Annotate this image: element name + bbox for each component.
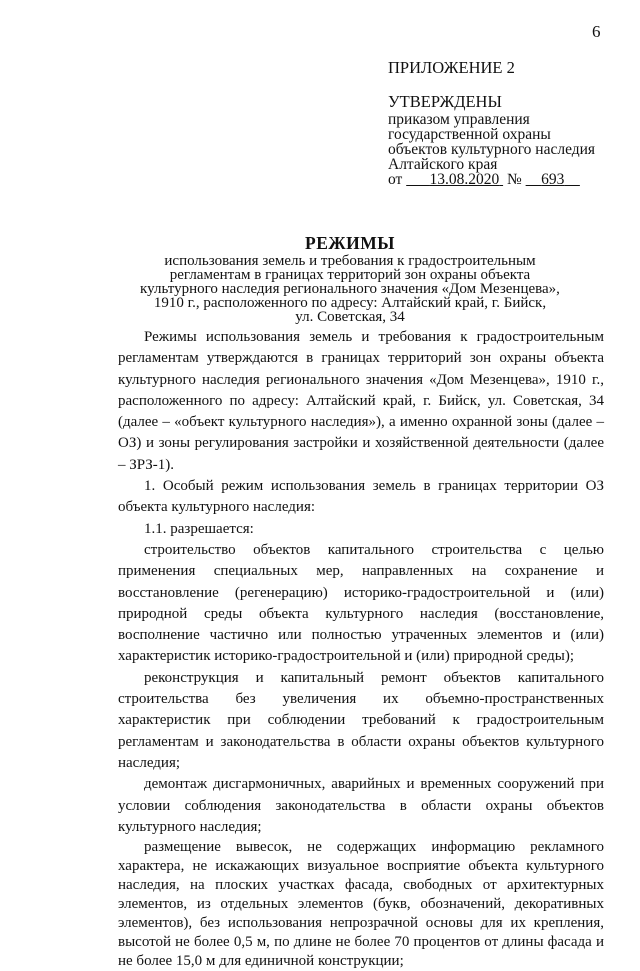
paragraph: демонтаж дисгармоничных, аварийных и временных сооружений при условии соблюдения законодательства в области охраны объектов культурного наследия; bbox=[118, 776, 604, 835]
paragraph: 1.1. разрешается: bbox=[144, 520, 254, 537]
date-prefix: от bbox=[388, 171, 403, 188]
document-heading bbox=[100, 233, 600, 324]
approval-line: Алтайского края bbox=[388, 156, 498, 173]
approval-number: 693 bbox=[541, 171, 565, 188]
subtitle-line: регламентам в границах территорий зон охраны объекта bbox=[169, 267, 531, 283]
subtitle-line: ул. Советская, 34 bbox=[295, 309, 405, 325]
document-body bbox=[118, 327, 604, 971]
subtitle-line: 1910 г., расположенного по адресу: Алтайский край, г. Бийск, bbox=[153, 295, 547, 311]
approval-date-line bbox=[388, 172, 595, 187]
approval-line: государственной охраны bbox=[388, 126, 551, 143]
approval-date: 13.08.2020 bbox=[429, 171, 500, 188]
approval-block bbox=[388, 93, 595, 187]
document-title: РЕЖИМЫ bbox=[305, 233, 395, 253]
subtitle-line: использования земель и требования к градостроительным bbox=[164, 253, 536, 269]
subtitle-line: культурного наследия регионального значения «Дом Мезенцева», bbox=[140, 281, 560, 297]
number-sign: № bbox=[506, 171, 522, 188]
page-number: 6 bbox=[592, 22, 601, 41]
appendix-label: ПРИЛОЖЕНИЕ 2 bbox=[388, 58, 515, 77]
paragraph: размещение вывесок, не содержащих информацию рекламного характера, не искажающих визуальное восприятие объекта культурного наследия, на плоских участках фасада, свободных от архитектурных элементов, из отдельных элементов (букв, обозначений, декоративных элементов), без использования непрозрачной основы для их крепления, высотой не более 0,5 м, по длине не более 70 процентов от длины фасада и не более 15,0 м для единичной конструкции; bbox=[118, 839, 604, 970]
approval-title: УТВЕРЖДЕНЫ bbox=[388, 92, 502, 111]
paragraph: 1. Особый режим использования земель в границах территории ОЗ объекта культурного наследия: bbox=[118, 478, 604, 516]
paragraph: строительство объектов капитального строительства с целью применения специальных мер, направленных на сохранение и восстановление (регенерацию) историко-градостроительной и (или) природной среды объекта культурного наследия (восстановление, восполнение частично или полностью утраченных элементов и (или) характеристик историко-градостроительной и (или) природной среды); bbox=[118, 541, 604, 665]
paragraph: реконструкция и капитальный ремонт объектов капитального строительства без увеличения их объемно-пространственных характеристик при соблюдении требований к градостроительным регламентам и законодательства в области охраны объектов культурного наследия; bbox=[118, 669, 604, 771]
paragraph: Режимы использования земель и требования к градостроительным регламентам утверждаются в границах территорий зон охраны объекта культурного наследия регионального значения «Дом Мезенцева», 1910 г., расположенного по адресу: Алтайский край, г. Бийск, ул. Советская, 34 (далее – «объект культурного наследия»), а именно охранной зоны (далее – ОЗ) и зоны регулирования застройки и хозяйственной деятельности (далее – ЗРЗ-1). bbox=[118, 329, 604, 473]
approval-line: приказом управления bbox=[388, 111, 530, 128]
approval-line: объектов культурного наследия bbox=[388, 141, 596, 158]
